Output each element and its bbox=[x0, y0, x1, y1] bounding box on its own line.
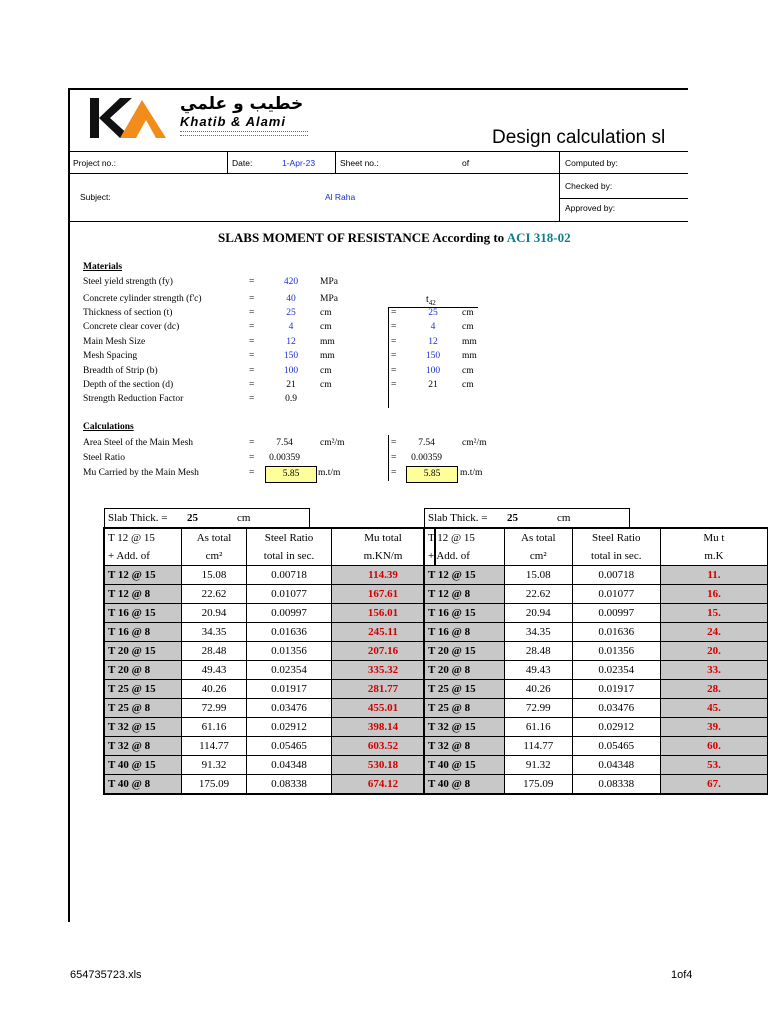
as-total-cell: 72.99 bbox=[505, 699, 573, 718]
material-unit: cm bbox=[320, 322, 332, 332]
steel-ratio-cell: 0.02912 bbox=[247, 718, 332, 737]
company-name-arabic: خطيب و علمي bbox=[180, 94, 304, 114]
steel-ratio-cell: 0.00997 bbox=[572, 604, 660, 623]
table-row bbox=[425, 642, 768, 661]
calc-value-t42: 7.54 bbox=[418, 438, 435, 448]
table-header-cell: Steel Ratio bbox=[572, 529, 660, 548]
document-title: Design calculation sl bbox=[492, 127, 666, 148]
table-header-cell: As total bbox=[182, 529, 247, 548]
mu-total-cell: 114.39 bbox=[332, 566, 435, 585]
material-unit: cm bbox=[320, 380, 332, 390]
bar-designation-cell: T 40 @ 8 bbox=[105, 775, 182, 794]
section-title bbox=[218, 230, 571, 246]
steel-ratio-cell: 0.05465 bbox=[247, 737, 332, 756]
mu-total-cell: 24. bbox=[660, 623, 767, 642]
bar-designation-cell: T 40 @ 15 bbox=[105, 756, 182, 775]
material-equals: = bbox=[249, 294, 255, 304]
calculations-heading: Calculations bbox=[83, 422, 134, 432]
bar-designation-cell: T 16 @ 8 bbox=[425, 623, 505, 642]
table-row bbox=[105, 604, 435, 623]
bar-designation-cell: T 25 @ 15 bbox=[105, 680, 182, 699]
table-header-cell: total in sec. bbox=[572, 547, 660, 566]
table-header-cell: As total bbox=[505, 529, 573, 548]
header-rule-1 bbox=[68, 151, 688, 152]
material-label: Strength Reduction Factor bbox=[83, 394, 184, 404]
table-header-row bbox=[425, 529, 768, 548]
table-row bbox=[425, 680, 768, 699]
as-total-cell: 34.35 bbox=[182, 623, 247, 642]
mu-total-cell: 207.16 bbox=[332, 642, 435, 661]
as-total-cell: 34.35 bbox=[505, 623, 573, 642]
slab-thickness-row bbox=[424, 508, 630, 528]
bar-designation-cell: T 20 @ 8 bbox=[105, 661, 182, 680]
calc-equals: = bbox=[249, 468, 255, 478]
material-equals-t42: = bbox=[391, 351, 397, 361]
table-header-cell: Mu t bbox=[660, 529, 767, 548]
slab-thick-unit: cm bbox=[557, 512, 571, 524]
steel-ratio-cell: 0.08338 bbox=[572, 775, 660, 794]
date-value: 1-Apr-23 bbox=[282, 158, 316, 168]
as-total-cell: 114.77 bbox=[182, 737, 247, 756]
table-row bbox=[425, 661, 768, 680]
bar-designation-cell: T 25 @ 8 bbox=[105, 699, 182, 718]
bar-designation-cell: T 20 @ 8 bbox=[425, 661, 505, 680]
material-equals-t42: = bbox=[391, 337, 397, 347]
material-value: 21 bbox=[286, 380, 296, 390]
steel-ratio-cell: 0.05465 bbox=[572, 737, 660, 756]
bar-designation-cell: T 12 @ 15 bbox=[425, 566, 505, 585]
steel-ratio-cell: 0.03476 bbox=[247, 699, 332, 718]
mu-result-highlight: 5.85 bbox=[265, 466, 317, 483]
mu-total-cell: 11. bbox=[660, 566, 767, 585]
steel-ratio-cell: 0.00997 bbox=[247, 604, 332, 623]
material-equals-t42: = bbox=[391, 308, 397, 318]
steel-ratio-cell: 0.01356 bbox=[247, 642, 332, 661]
material-value: 40 bbox=[286, 294, 296, 304]
as-total-cell: 175.09 bbox=[505, 775, 573, 794]
calc-unit-t42: m.t/m bbox=[460, 468, 483, 478]
date-label: Date: bbox=[232, 158, 253, 168]
mu-total-cell: 33. bbox=[660, 661, 767, 680]
material-equals: = bbox=[249, 394, 255, 404]
calc-label: Steel Ratio bbox=[83, 453, 125, 463]
material-label: Depth of the section (d) bbox=[83, 380, 174, 390]
as-total-cell: 15.08 bbox=[182, 566, 247, 585]
table-row bbox=[425, 585, 768, 604]
page-left-border bbox=[68, 88, 70, 922]
steel-ratio-cell: 0.02354 bbox=[247, 661, 332, 680]
slab-thick-value: 25 bbox=[507, 512, 518, 524]
table-header-row bbox=[105, 547, 435, 566]
material-equals-t42: = bbox=[391, 366, 397, 376]
calc-equals: = bbox=[249, 438, 255, 448]
header-divider-1 bbox=[227, 151, 228, 173]
computed-by-label: Computed by: bbox=[565, 158, 618, 168]
mu-total-cell: 603.52 bbox=[332, 737, 435, 756]
mu-total-cell: 335.32 bbox=[332, 661, 435, 680]
subject-value: Al Raha bbox=[325, 192, 356, 202]
bar-designation-cell: T 25 @ 15 bbox=[425, 680, 505, 699]
subject-label: Subject: bbox=[80, 192, 111, 202]
material-unit-t42: mm bbox=[462, 337, 477, 347]
steel-ratio-cell: 0.01356 bbox=[572, 642, 660, 661]
footer-page-number: 1of4 bbox=[671, 969, 693, 981]
as-total-cell: 20.94 bbox=[505, 604, 573, 623]
steel-ratio-cell: 0.00718 bbox=[572, 566, 660, 585]
material-unit: cm bbox=[320, 366, 332, 376]
steel-ratio-cell: 0.02354 bbox=[572, 661, 660, 680]
mu-total-cell: 15. bbox=[660, 604, 767, 623]
material-value: 12 bbox=[286, 337, 296, 347]
material-unit: MPa bbox=[320, 277, 338, 287]
materials-column-divider bbox=[388, 307, 389, 408]
slab-thick-label: Slab Thick. = bbox=[428, 512, 488, 524]
table-row bbox=[105, 718, 435, 737]
as-total-cell: 22.62 bbox=[505, 585, 573, 604]
table-header-cell: m.KN/m bbox=[332, 547, 435, 566]
bar-designation-cell: T 32 @ 15 bbox=[425, 718, 505, 737]
table-row bbox=[425, 699, 768, 718]
calc-unit: cm²/m bbox=[320, 438, 345, 448]
table-row bbox=[425, 737, 768, 756]
steel-ratio-cell: 0.04348 bbox=[572, 756, 660, 775]
bar-designation-cell: T 16 @ 8 bbox=[105, 623, 182, 642]
calc-equals: = bbox=[249, 453, 255, 463]
as-total-cell: 61.16 bbox=[182, 718, 247, 737]
material-value: 25 bbox=[286, 308, 296, 318]
as-total-cell: 28.48 bbox=[182, 642, 247, 661]
table-row bbox=[105, 566, 435, 585]
of-label: of bbox=[462, 158, 470, 168]
slab-thickness-row bbox=[104, 508, 310, 528]
as-total-cell: 91.32 bbox=[182, 756, 247, 775]
mu-total-cell: 530.18 bbox=[332, 756, 435, 775]
material-value: 100 bbox=[283, 366, 299, 376]
mu-total-cell: 60. bbox=[660, 737, 767, 756]
material-unit: mm bbox=[320, 351, 335, 361]
as-total-cell: 28.48 bbox=[505, 642, 573, 661]
material-value-t42: 25 bbox=[428, 308, 438, 318]
material-unit-t42: cm bbox=[462, 366, 474, 376]
table-header-cell: Mu total bbox=[332, 529, 435, 548]
calc-equals-t42: = bbox=[391, 453, 397, 463]
table-row bbox=[105, 623, 435, 642]
table-header-cell: T 12 @ 15 bbox=[105, 529, 182, 548]
steel-ratio-cell: 0.03476 bbox=[572, 699, 660, 718]
as-total-cell: 175.09 bbox=[182, 775, 247, 794]
table-row bbox=[425, 604, 768, 623]
bar-designation-cell: T 20 @ 15 bbox=[425, 642, 505, 661]
material-value: 150 bbox=[283, 351, 299, 361]
header-rule-2 bbox=[68, 173, 688, 174]
bar-designation-cell: T 40 @ 8 bbox=[425, 775, 505, 794]
calc-unit-t42: cm²/m bbox=[462, 438, 487, 448]
project-no-label: Project no.: bbox=[73, 158, 116, 168]
as-total-cell: 91.32 bbox=[505, 756, 573, 775]
mu-total-cell: 53. bbox=[660, 756, 767, 775]
material-value-t42: 12 bbox=[428, 337, 438, 347]
material-unit-t42: cm bbox=[462, 380, 474, 390]
table-row bbox=[425, 623, 768, 642]
company-name: Khatib & Alami bbox=[180, 114, 286, 129]
slab-thick-value: 25 bbox=[187, 512, 198, 524]
material-value-t42: 4 bbox=[430, 322, 436, 332]
mu-total-cell: 455.01 bbox=[332, 699, 435, 718]
table-header-cell: T 12 @ 15 bbox=[425, 529, 505, 548]
material-equals-t42: = bbox=[391, 380, 397, 390]
material-label: Thickness of section (t) bbox=[83, 308, 173, 318]
bar-designation-cell: T 32 @ 8 bbox=[425, 737, 505, 756]
table-row bbox=[105, 737, 435, 756]
calc-equals-t42: = bbox=[391, 468, 397, 478]
company-tagline-line bbox=[180, 131, 308, 136]
as-total-cell: 15.08 bbox=[505, 566, 573, 585]
table-row bbox=[425, 566, 768, 585]
as-total-cell: 22.62 bbox=[182, 585, 247, 604]
calc-label: Mu Carried by the Main Mesh bbox=[83, 468, 199, 478]
material-unit-t42: mm bbox=[462, 351, 477, 361]
table-header-cell: Steel Ratio bbox=[247, 529, 332, 548]
material-label: Steel yield strength (fy) bbox=[83, 277, 173, 287]
bar-designation-cell: T 20 @ 15 bbox=[105, 642, 182, 661]
as-total-cell: 40.26 bbox=[505, 680, 573, 699]
page-top-border bbox=[68, 88, 688, 90]
material-unit-t42: cm bbox=[462, 322, 474, 332]
material-unit: mm bbox=[320, 337, 335, 347]
steel-ratio-cell: 0.01077 bbox=[572, 585, 660, 604]
approved-by-label: Approved by: bbox=[565, 203, 616, 213]
mu-total-cell: 39. bbox=[660, 718, 767, 737]
material-value-t42: 150 bbox=[425, 351, 441, 361]
table-row bbox=[105, 756, 435, 775]
table-row bbox=[425, 718, 768, 737]
calc-label: Area Steel of the Main Mesh bbox=[83, 438, 194, 448]
table-header-cell: m.K bbox=[660, 547, 767, 566]
material-equals: = bbox=[249, 366, 255, 376]
bar-designation-cell: T 12 @ 15 bbox=[105, 566, 182, 585]
calc-equals-t42: = bbox=[391, 438, 397, 448]
table-header-cell: cm² bbox=[182, 547, 247, 566]
material-equals: = bbox=[249, 322, 255, 332]
table-row bbox=[425, 756, 768, 775]
as-total-cell: 114.77 bbox=[505, 737, 573, 756]
steel-ratio-cell: 0.01636 bbox=[572, 623, 660, 642]
table-row bbox=[105, 699, 435, 718]
mu-total-cell: 245.11 bbox=[332, 623, 435, 642]
as-total-cell: 49.43 bbox=[505, 661, 573, 680]
material-equals: = bbox=[249, 351, 255, 361]
mu-total-cell: 398.14 bbox=[332, 718, 435, 737]
header-divider-3 bbox=[559, 151, 560, 221]
calc-value: 7.54 bbox=[276, 438, 293, 448]
material-equals: = bbox=[249, 380, 255, 390]
table-header-row bbox=[105, 529, 435, 548]
steel-ratio-cell: 0.01917 bbox=[572, 680, 660, 699]
bar-designation-cell: T 25 @ 8 bbox=[425, 699, 505, 718]
material-equals: = bbox=[249, 337, 255, 347]
table-header-row bbox=[425, 547, 768, 566]
header-rule-4 bbox=[559, 198, 688, 199]
material-equals: = bbox=[249, 277, 255, 287]
table-row bbox=[105, 775, 435, 794]
mu-total-cell: 167.61 bbox=[332, 585, 435, 604]
calc-value: 0.00359 bbox=[269, 453, 300, 463]
steel-ratio-cell: 0.01636 bbox=[247, 623, 332, 642]
table-header-cell: total in sec. bbox=[247, 547, 332, 566]
calculations-column-divider bbox=[388, 435, 389, 481]
material-equals: = bbox=[249, 308, 255, 318]
steel-ratio-cell: 0.00718 bbox=[247, 566, 332, 585]
steel-ratio-cell: 0.02912 bbox=[572, 718, 660, 737]
checked-by-label: Checked by: bbox=[565, 181, 613, 191]
material-value: 4 bbox=[288, 322, 294, 332]
calc-unit: m.t/m bbox=[318, 468, 341, 478]
material-label: Mesh Spacing bbox=[83, 351, 138, 361]
code-reference: ACI 318-02 bbox=[506, 230, 571, 245]
calc-value-t42: 0.00359 bbox=[411, 453, 442, 463]
mu-total-cell: 45. bbox=[660, 699, 767, 718]
section-title-text: SLABS MOMENT OF RESISTANCE According to bbox=[218, 230, 505, 245]
bar-designation-cell: T 40 @ 15 bbox=[425, 756, 505, 775]
bar-designation-cell: T 32 @ 8 bbox=[105, 737, 182, 756]
footer-filename: 654735723.xls bbox=[70, 969, 142, 981]
mu-total-cell: 20. bbox=[660, 642, 767, 661]
material-value-t42: 21 bbox=[428, 380, 438, 390]
t42-label: $t_{42}$ bbox=[426, 294, 436, 307]
material-equals-t42: = bbox=[391, 322, 397, 332]
steel-ratio-cell: 0.01917 bbox=[247, 680, 332, 699]
material-unit: MPa bbox=[320, 294, 338, 304]
table-row bbox=[105, 585, 435, 604]
table-row bbox=[105, 642, 435, 661]
steel-ratio-cell: 0.08338 bbox=[247, 775, 332, 794]
bar-designation-cell: T 12 @ 8 bbox=[425, 585, 505, 604]
table-header-cell: + Add. of bbox=[425, 547, 505, 566]
mu-total-cell: 156.01 bbox=[332, 604, 435, 623]
as-total-cell: 20.94 bbox=[182, 604, 247, 623]
as-total-cell: 40.26 bbox=[182, 680, 247, 699]
mu-table bbox=[424, 528, 768, 794]
materials-heading: Materials bbox=[83, 262, 123, 272]
mu-table bbox=[104, 528, 435, 794]
mu-total-cell: 67. bbox=[660, 775, 767, 794]
slab-thick-label: Slab Thick. = bbox=[108, 512, 168, 524]
table-header-cell: cm² bbox=[505, 547, 573, 566]
material-label: Breadth of Strip (b) bbox=[83, 366, 158, 376]
material-label: Concrete clear cover (dc) bbox=[83, 322, 180, 332]
header-divider-2 bbox=[335, 151, 336, 173]
bar-designation-cell: T 12 @ 8 bbox=[105, 585, 182, 604]
bar-designation-cell: T 32 @ 15 bbox=[105, 718, 182, 737]
table-header-cell: + Add. of bbox=[105, 547, 182, 566]
material-label: Concrete cylinder strength (f'c) bbox=[83, 294, 202, 304]
mu-total-cell: 674.12 bbox=[332, 775, 435, 794]
steel-ratio-cell: 0.01077 bbox=[247, 585, 332, 604]
material-value: 0.9 bbox=[285, 394, 297, 404]
as-total-cell: 49.43 bbox=[182, 661, 247, 680]
header-rule-3 bbox=[68, 221, 688, 222]
mu-total-cell: 28. bbox=[660, 680, 767, 699]
slab-thick-unit: cm bbox=[237, 512, 251, 524]
material-value: 420 bbox=[283, 277, 299, 287]
material-unit-t42: cm bbox=[462, 308, 474, 318]
sheet-no-label: Sheet no.: bbox=[340, 158, 379, 168]
mu-total-cell: 16. bbox=[660, 585, 767, 604]
material-label: Main Mesh Size bbox=[83, 337, 146, 347]
mu-total-cell: 281.77 bbox=[332, 680, 435, 699]
as-total-cell: 61.16 bbox=[505, 718, 573, 737]
mu-result-highlight-t42: 5.85 bbox=[406, 466, 458, 483]
table-row bbox=[105, 661, 435, 680]
material-value-t42: 100 bbox=[425, 366, 441, 376]
company-logo bbox=[90, 96, 170, 140]
as-total-cell: 72.99 bbox=[182, 699, 247, 718]
material-unit: cm bbox=[320, 308, 332, 318]
table-row bbox=[425, 775, 768, 794]
table-row bbox=[105, 680, 435, 699]
bar-designation-cell: T 16 @ 15 bbox=[425, 604, 505, 623]
steel-ratio-cell: 0.04348 bbox=[247, 756, 332, 775]
bar-designation-cell: T 16 @ 15 bbox=[105, 604, 182, 623]
